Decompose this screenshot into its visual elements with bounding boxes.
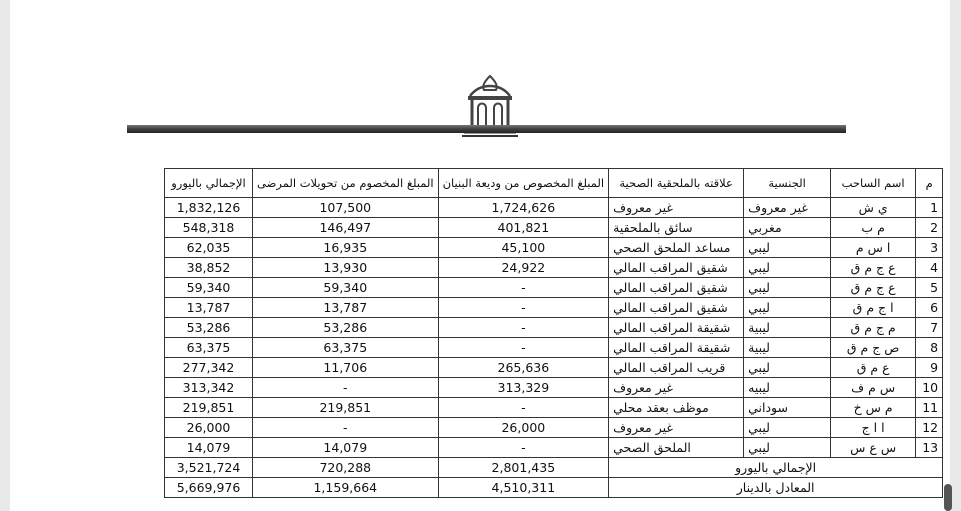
- row-name: ع ج م ق: [831, 258, 916, 278]
- row-relation: شقيقة المراقب المالي: [609, 338, 744, 358]
- withdrawals-table: [164, 168, 943, 498]
- row-name: ا ج م ق: [831, 298, 916, 318]
- row-nationality: سوداني: [744, 398, 831, 418]
- row-transfers: 107,500: [253, 198, 439, 218]
- header-rule: [127, 125, 846, 133]
- row-total: 1,832,126: [165, 198, 253, 218]
- row-relation: غير معروف: [609, 198, 744, 218]
- header-name: اسم الساحب: [831, 169, 916, 198]
- table-row: [165, 318, 943, 338]
- row-transfers: 59,340: [253, 278, 439, 298]
- row-idx: 2: [916, 218, 943, 238]
- row-nationality: ليبي: [744, 278, 831, 298]
- table-row: [165, 398, 943, 418]
- scrollbar-thumb[interactable]: [944, 484, 952, 511]
- table-row: [165, 438, 943, 458]
- row-relation: غير معروف: [609, 378, 744, 398]
- row-idx: 5: [916, 278, 943, 298]
- row-idx: 7: [916, 318, 943, 338]
- header-total-euro: الإجمالي باليورو: [165, 169, 253, 198]
- row-nationality: مغربي: [744, 218, 831, 238]
- summary-total: 5,669,976: [165, 478, 253, 498]
- row-idx: 4: [916, 258, 943, 278]
- row-nationality: ليبي: [744, 438, 831, 458]
- table-row: [165, 218, 943, 238]
- row-total: 62,035: [165, 238, 253, 258]
- row-relation: شقيق المراقب المالي: [609, 278, 744, 298]
- row-idx: 1: [916, 198, 943, 218]
- row-deposit: -: [438, 318, 609, 338]
- header-row: [165, 169, 943, 198]
- row-deposit: -: [438, 278, 609, 298]
- summary-row-euro: [165, 458, 943, 478]
- row-idx: 13: [916, 438, 943, 458]
- row-total: 13,787: [165, 298, 253, 318]
- row-total: 38,852: [165, 258, 253, 278]
- row-total: 313,342: [165, 378, 253, 398]
- row-name: م س خ: [831, 398, 916, 418]
- row-relation: شقيق المراقب المالي: [609, 258, 744, 278]
- table-row: [165, 418, 943, 438]
- row-relation: الملحق الصحي: [609, 438, 744, 458]
- row-name: م ب: [831, 218, 916, 238]
- row-deposit: 265,636: [438, 358, 609, 378]
- row-name: ص ج م ق: [831, 338, 916, 358]
- row-nationality: ليبيه: [744, 378, 831, 398]
- row-name: ع م ق: [831, 358, 916, 378]
- row-relation: شقيقة المراقب المالي: [609, 318, 744, 338]
- row-idx: 12: [916, 418, 943, 438]
- row-nationality: غير معروف: [744, 198, 831, 218]
- row-nationality: ليبي: [744, 238, 831, 258]
- row-nationality: ليبي: [744, 258, 831, 278]
- row-total: 59,340: [165, 278, 253, 298]
- row-nationality: ليبي: [744, 358, 831, 378]
- row-nationality: ليبي: [744, 418, 831, 438]
- row-name: ا ا ج: [831, 418, 916, 438]
- row-idx: 10: [916, 378, 943, 398]
- row-relation: مساعد الملحق الصحي: [609, 238, 744, 258]
- row-total: 63,375: [165, 338, 253, 358]
- header-deposit-amount: المبلغ المخصوص من وديعة البنيان: [438, 169, 609, 198]
- row-total: 548,318: [165, 218, 253, 238]
- row-idx: 8: [916, 338, 943, 358]
- header-transfers-amount: المبلغ المخصوم من تحويلات المرضى: [253, 169, 439, 198]
- summary-transfers: 1,159,664: [253, 478, 439, 498]
- summary-deposit: 4,510,311: [438, 478, 609, 498]
- row-name: ع ج م ق: [831, 278, 916, 298]
- row-transfers: 219,851: [253, 398, 439, 418]
- row-nationality: ليبي: [744, 298, 831, 318]
- row-relation: سائق بالملحقية: [609, 218, 744, 238]
- table-row: [165, 198, 943, 218]
- row-deposit: -: [438, 438, 609, 458]
- row-transfers: 146,497: [253, 218, 439, 238]
- row-relation: موظف بعقد محلي: [609, 398, 744, 418]
- row-idx: 11: [916, 398, 943, 418]
- row-name: س م ف: [831, 378, 916, 398]
- table-row: [165, 338, 943, 358]
- summary-label: الإجمالي باليورو: [609, 458, 943, 478]
- row-deposit: -: [438, 298, 609, 318]
- row-nationality: ليبية: [744, 338, 831, 358]
- row-transfers: 14,079: [253, 438, 439, 458]
- summary-total: 3,521,724: [165, 458, 253, 478]
- row-transfers: -: [253, 418, 439, 438]
- table-row: [165, 278, 943, 298]
- table-row: [165, 298, 943, 318]
- row-relation: غير معروف: [609, 418, 744, 438]
- row-relation: شقيق المراقب المالي: [609, 298, 744, 318]
- header-relation: علاقته بالملحقية الصحية: [609, 169, 744, 198]
- row-name: م ج م ق: [831, 318, 916, 338]
- summary-transfers: 720,288: [253, 458, 439, 478]
- table-row: [165, 258, 943, 278]
- row-deposit: 26,000: [438, 418, 609, 438]
- row-total: 53,286: [165, 318, 253, 338]
- row-idx: 6: [916, 298, 943, 318]
- row-idx: 3: [916, 238, 943, 258]
- row-deposit: 24,922: [438, 258, 609, 278]
- row-nationality: ليبية: [744, 318, 831, 338]
- row-deposit: -: [438, 398, 609, 418]
- row-total: 14,079: [165, 438, 253, 458]
- table-row: [165, 358, 943, 378]
- summary-row-dinar: [165, 478, 943, 498]
- row-transfers: -: [253, 378, 439, 398]
- table-row: [165, 378, 943, 398]
- row-transfers: 13,787: [253, 298, 439, 318]
- row-deposit: 1,724,626: [438, 198, 609, 218]
- summary-deposit: 2,801,435: [438, 458, 609, 478]
- row-deposit: 45,100: [438, 238, 609, 258]
- row-transfers: 63,375: [253, 338, 439, 358]
- row-total: 277,342: [165, 358, 253, 378]
- row-transfers: 13,930: [253, 258, 439, 278]
- row-transfers: 16,935: [253, 238, 439, 258]
- row-total: 26,000: [165, 418, 253, 438]
- header-idx: م: [916, 169, 943, 198]
- row-total: 219,851: [165, 398, 253, 418]
- row-name: ا س م: [831, 238, 916, 258]
- row-name: س ع س: [831, 438, 916, 458]
- header-nationality: الجنسية: [744, 169, 831, 198]
- row-transfers: 53,286: [253, 318, 439, 338]
- row-deposit: 401,821: [438, 218, 609, 238]
- row-name: ي ش: [831, 198, 916, 218]
- table-row: [165, 238, 943, 258]
- row-relation: قريب المراقب المالي: [609, 358, 744, 378]
- row-idx: 9: [916, 358, 943, 378]
- row-deposit: -: [438, 338, 609, 358]
- row-deposit: 313,329: [438, 378, 609, 398]
- summary-label: المعادل بالدينار: [609, 478, 943, 498]
- row-transfers: 11,706: [253, 358, 439, 378]
